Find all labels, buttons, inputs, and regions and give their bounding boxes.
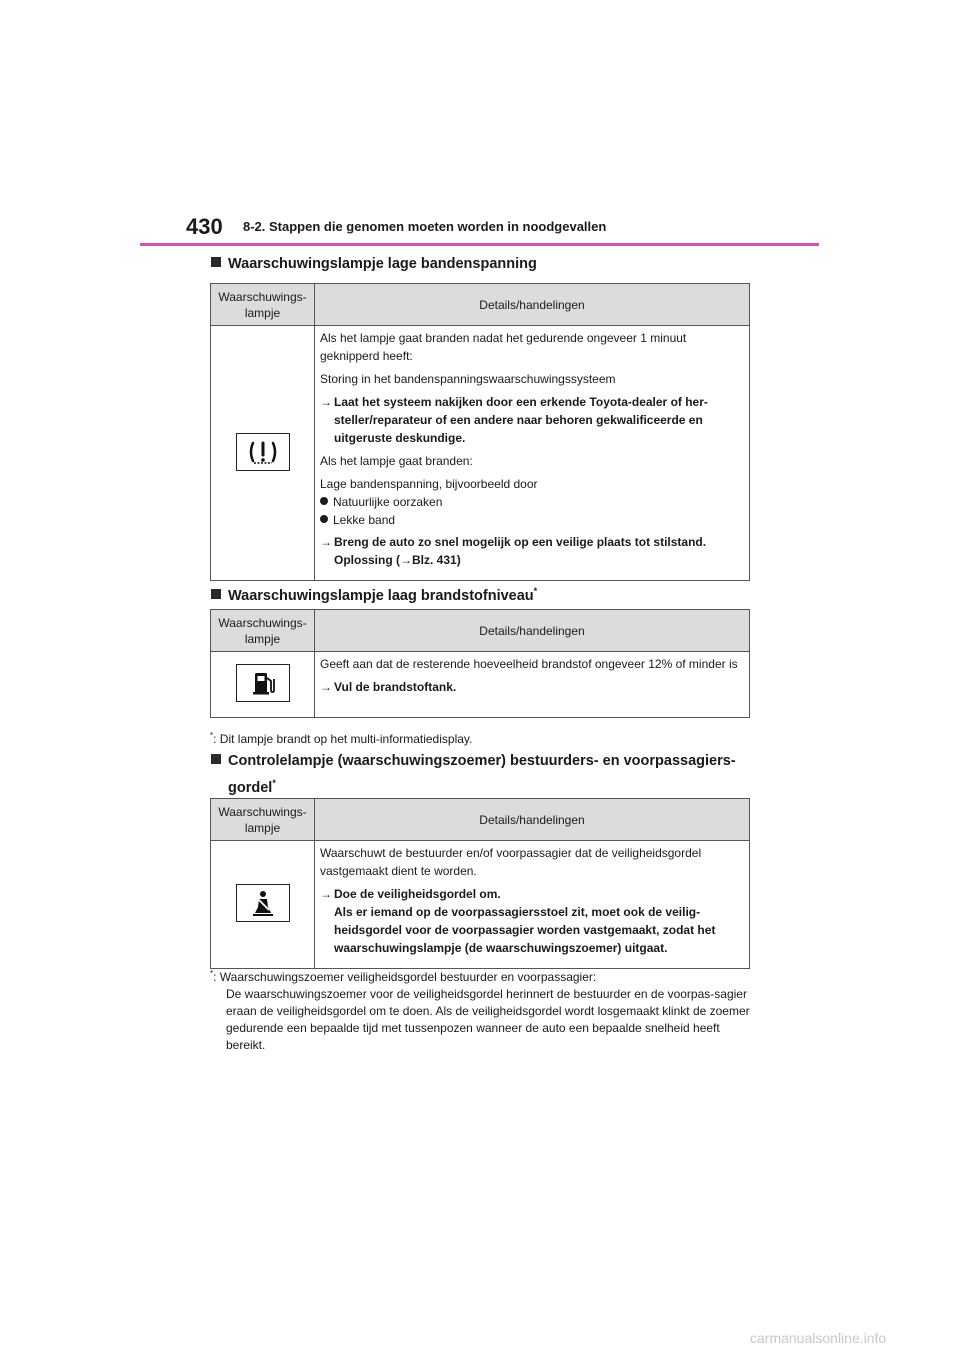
page-reference: Oplossing (→Blz. 431) <box>334 553 461 567</box>
details-text: Storing in het bandenspanningswaarschuwingssysteem <box>320 372 616 386</box>
tire-pressure-table <box>210 283 750 581</box>
lamp-cell <box>211 841 315 969</box>
square-bullet-icon <box>211 589 221 599</box>
column-header-details: Details/handelingen <box>315 284 750 326</box>
section-heading-fuel: Waarschuwingslampje laag brandstofniveau* <box>211 580 537 607</box>
list-item: Lekke band <box>320 511 741 529</box>
lamp-cell <box>211 326 315 581</box>
column-header-lamp: Waarschuwings- lampje <box>211 610 315 652</box>
list-item: Natuurlijke oorzaken <box>320 493 741 511</box>
details-cell <box>315 326 750 581</box>
bullet-icon <box>320 515 328 523</box>
tire-pressure-warning-icon <box>236 433 290 471</box>
action-instruction: → Doe de veiligheidsgordel om. Als er iemand op de voorpassagiersstoel zit, moet ook de veilig-heidsgordel voor de voorpassagier worden vastgemaakt, zodat het waarschuwingslampje (de waarschuwingszoemer) uitgaat. <box>320 887 716 955</box>
details-text: Als het lampje gaat branden nadat het gedurende ongeveer 1 minuut geknipperd heeft: <box>320 331 687 363</box>
action-instruction: → Vul de brandstoftank. <box>320 680 457 694</box>
seatbelt-table <box>210 798 750 969</box>
arrow-icon: → <box>320 535 332 549</box>
column-header-details: Details/handelingen <box>315 610 750 652</box>
column-header-lamp: Waarschuwings- lampje <box>211 284 315 326</box>
seatbelt-reminder-icon <box>236 884 290 922</box>
details-text: Geeft aan dat de resterende hoeveelheid brandstof ongeveer 12% of minder is <box>320 657 738 671</box>
fuel-pump-icon <box>236 664 290 702</box>
details-text: Als het lampje gaat branden: <box>320 454 473 468</box>
arrow-icon: → <box>320 887 332 901</box>
arrow-icon: → <box>320 395 332 409</box>
chapter-title: 8-2. Stappen die genomen moeten worden in noodgevallen <box>243 219 607 234</box>
header-divider <box>140 243 819 246</box>
footnote-seatbelt: *: Waarschuwingszoemer veiligheidsgordel bestuurder en voorpassagier: De waarschuwingszoemer voor de veiligheidsgordel herinnert de bestuurder en de voorpas-sagier eraan de veiligheidsgordel om te doen. Als de veiligheidsgordel wordt losgemaakt klinkt de zoemer gedurende een bepaalde tijd met tussenpozen wanneer de auto een bepaalde snelheid heeft bereikt. <box>210 969 750 1052</box>
section-heading-seatbelt: Controlelampje (waarschuwingszoemer) bestuurders- en voorpassagiers- gordel* <box>211 750 736 799</box>
watermark: carmanualsonline.info <box>750 1330 887 1346</box>
column-header-details: Details/handelingen <box>315 799 750 841</box>
details-cell <box>315 652 750 718</box>
fuel-table <box>210 609 750 718</box>
page-number: 430 <box>186 214 223 239</box>
square-bullet-icon <box>211 257 221 267</box>
details-text: Lage bandenspanning, bijvoorbeeld door <box>320 477 538 491</box>
action-instruction: → Laat het systeem nakijken door een erkende Toyota-dealer of her-steller/reparateur of een andere naar behoren gekwalificeerde en uitgeruste deskundige. <box>320 395 708 445</box>
details-text: Waarschuwt de bestuurder en/of voorpassagier dat de veiligheidsgordel vastgemaakt dient te worden. <box>320 846 702 878</box>
footnote-fuel: *: Dit lampje brandt op het multi-informatiedisplay. <box>210 731 473 746</box>
section-heading-tire-pressure: Waarschuwingslampje lage bandenspanning <box>211 253 537 275</box>
details-cell <box>315 841 750 969</box>
arrow-icon: → <box>320 680 332 694</box>
lamp-cell <box>211 652 315 718</box>
action-instruction: → Breng de auto zo snel mogelijk op een veilige plaats tot stilstand. Oplossing (→Blz. 431) <box>320 535 707 567</box>
column-header-lamp: Waarschuwings- lampje <box>211 799 315 841</box>
bullet-icon <box>320 497 328 505</box>
square-bullet-icon <box>211 754 221 764</box>
